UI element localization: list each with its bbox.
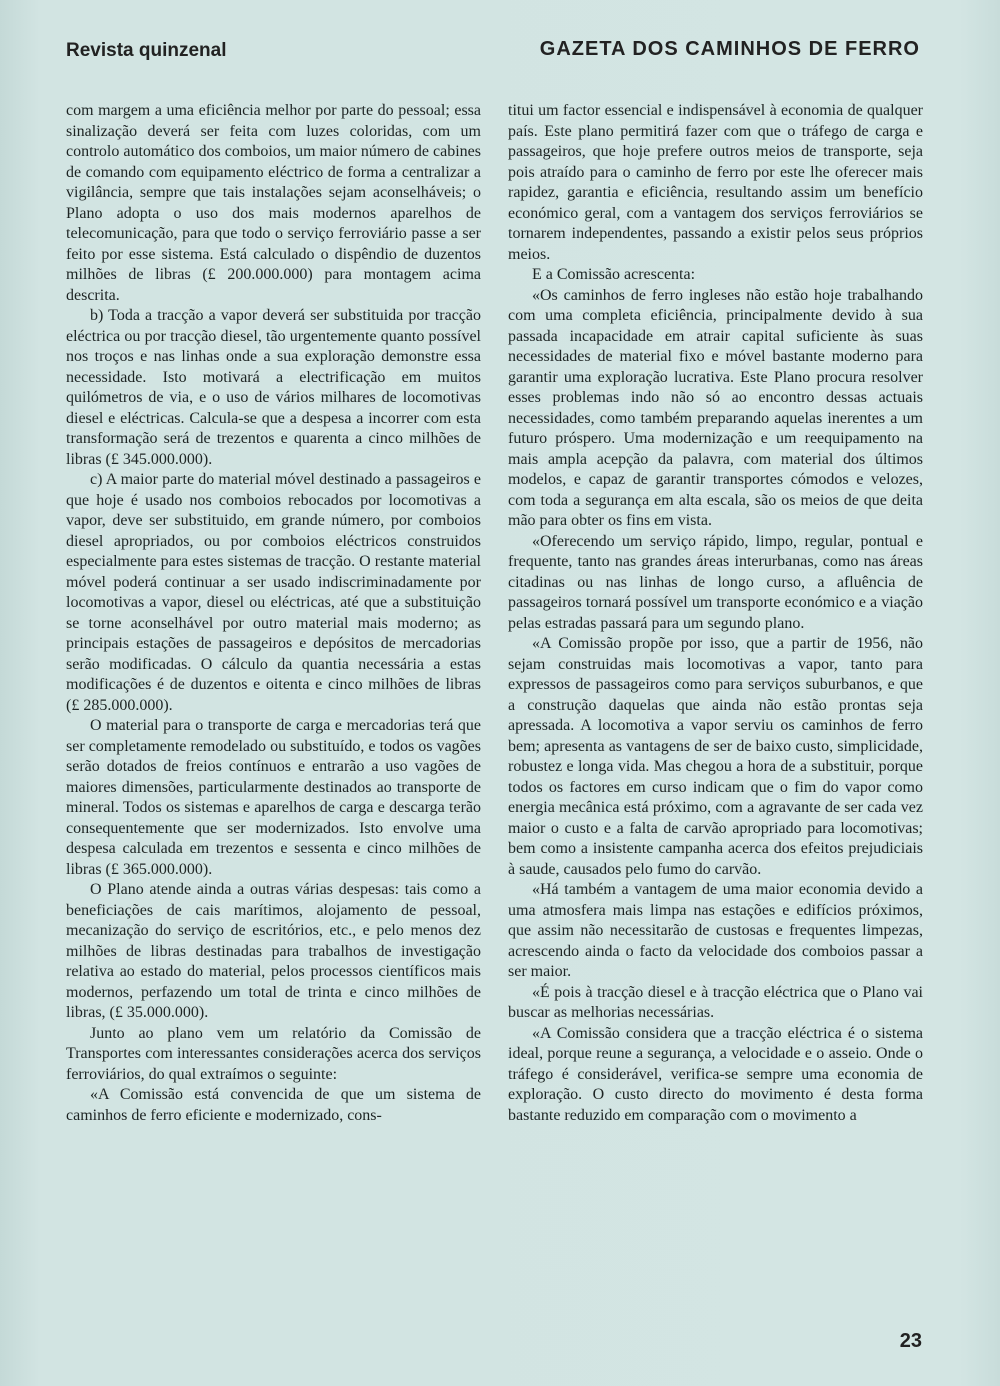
header-magazine-title: GAZETA DOS CAMINHOS DE FERRO (539, 38, 920, 60)
paragraph: c) A maior parte do material móvel destinado a passageiros e que hoje é usado nos comboios rebocados por locomotivas a vapor, deve ser substituido, em grande número, por comboios diesel apropriados, ou por comboios eléctricos construidos especialmente para estes sistemas de tracção. O restante material móvel poderá continuar a ser usado indiscriminadamente por locomotivas a vapor, diesel ou eléctricas, até que a substituição se torne aconselhável por outro material mais moderno; as principais estações de passageiros e depósitos de mercadorias serão modificadas. O cálculo da quantia necessária a estas modificações é de duzentos e oitenta e cinco milhões de libras (£ 285.000.000). (66, 471, 481, 714)
header-publication-frequency: Revista quinzenal (66, 40, 227, 61)
paragraph: com margem a uma eficiência melhor por parte do pessoal; essa sinalização deverá ser feita com luzes coloridas, com um controlo automático dos comboios, um maior número de cabines de comando com equipamento eléctrico de forma a centralizar a vigilância, sempre que tais instalações sejam aconselháveis; o Plano adopta o uso dos mais modernos aparelhos de telecomunicação, para que todo o serviço ferroviário passe a ser feito por esse sistema. Está calculado o dispêndio de duzentos milhões de libras (£ 200.000.000) para montagem acima descrita. (66, 102, 481, 304)
paragraph: b) Toda a tracção a vapor deverá ser substituida por tracção eléctrica ou por tracção diesel, tão urgentemente quanto possível nos troços e nas linhas onde a sua exploração demonstre essa necessidade. Isto motivará a electrificação em muitos quilómetros de via, e o uso de vários milhares de locomotivas diesel e eléctricas. Calcula-se que a despesa a incorrer com esta transformação será de trezentos e quarenta a cinco milhões de libras (£ 345.000.000). (66, 307, 481, 468)
paragraph: «É pois à tracção diesel e à tracção eléctrica que o Plano vai buscar as melhorias necessárias. (508, 983, 923, 1021)
left-text-column (66, 101, 481, 1126)
right-text-column (508, 101, 923, 1126)
paragraph: E a Comissão acrescenta: (532, 266, 696, 283)
paragraph: «A Comissão considera que a tracção eléctrica é o sistema ideal, porque reune a segurança, a velocidade e o asseio. Onde o tráfego é considerável, verifica-se sempre uma economia de exploração. O custo directo do movimento é desta forma bastante reduzido em comparação com o movimento a (508, 1024, 923, 1124)
paragraph: O material para o transporte de carga e mercadorias terá que ser completamente remodelado ou substituído, e todos os vagões serão dotados de freios contínuos e entrarão a uso vagões de maiores dimensões, particularmente destinados ao transporte de mineral. Todos os sistemas e aparelhos de carga e descarga terão consequentemente que ser modernizados. Isto envolve uma despesa calculada em trezentos e sessenta e cinco milhões de libras (£ 365.000.000). (66, 717, 481, 878)
paragraph: «Oferecendo um serviço rápido, limpo, regular, pontual e frequente, tanto nas grandes áreas interurbanas, como nas áreas citadinas ou nas linhas de longo curso, a afluência de passageiros tornará possível um transporte económico e a viação pelas estradas passará para um segundo plano. (508, 532, 923, 632)
paragraph: «A Comissão está convencida de que um sistema de caminhos de ferro eficiente e modernizado, cons- (66, 1086, 481, 1124)
paragraph: Junto ao plano vem um relatório da Comissão de Transportes com interessantes considerações acerca dos serviços ferroviários, do qual extraímos o seguinte: (66, 1024, 481, 1083)
paragraph: O Plano atende ainda a outras várias despesas: tais como a beneficiações de cais marítimos, alojamento de pessoal, mecanização do serviço de escritórios, etc., e pelo menos dez milhões de libras destinadas para trabalhos de investigação relativa ao estado do material, pelos processos científicos mais modernos, perfazendo um total de trinta e cinco milhões de libras, (£ 35.000.000). (66, 881, 481, 1021)
paragraph: «A Comissão propõe por isso, que a partir de 1956, não sejam construidas mais locomotivas a vapor, tanto para expressos de passageiros como para serviços suburbanos, e que a construção daquelas que ainda não estão prontas seja apressada. A locomotiva a vapor serviu os caminhos de ferro bem; apresenta as vantagens de ser de baixo custo, simplicidade, robustez e longa vida. Mas chegou a hora de a substituir, porque todos os factores em curso indicam que o fim do vapor como energia mecânica está próximo, com a agravante de ser cada vez maior o custo e a falta de carvão apropriado para locomotivas; bem como a insistente campanha acerca dos efeitos prejudiciais à saude, causados pelo fumo do carvão. (508, 635, 923, 878)
paragraph: «Os caminhos de ferro ingleses não estão hoje trabalhando com uma completa eficiência, principalmente devido à sua passada incapacidade em atrair capital suficiente às suas necessidades de material fixo e móvel bastante moderno para garantir uma exploração lucrativa. Este Plano procura resolver esses problemas indo não só ao encontro dessas actuais necessidades, como também preparando aquelas inerentes a um futuro próspero. Uma modernização e um reequipamento na mais ampla acepção da palavra, com material dos últimos modelos, e capaz de garantir transportes cómodos e velozes, com toda a segurança em alta escala, são os meios de que deita mão para obter os fins em vista. (508, 286, 923, 529)
paragraph: titui um factor essencial e indispensável à economia de qualquer país. Este plano permitirá fazer com que o tráfego de carga e passageiros, que hoje prefere outros meios de transporte, seja pois atraído para o caminho de ferro por este lhe oferecer mais rapidez, garantia e eficiência, resultando assim um benefício económico geral, com a vantagem dos serviços ferroviários se tornarem independentes, passando a existir pelos seus próprios meios. (508, 102, 923, 263)
page-number: 23 (899, 1330, 922, 1352)
paragraph: «Há também a vantagem de uma maior economia devido a uma atmosfera mais limpa nas estações e edifícios próximos, que assim não necessitarão de custosas e frequentes limpezas, acrescendo ainda o facto da velocidade dos comboios passar a ser maior. (508, 881, 923, 980)
